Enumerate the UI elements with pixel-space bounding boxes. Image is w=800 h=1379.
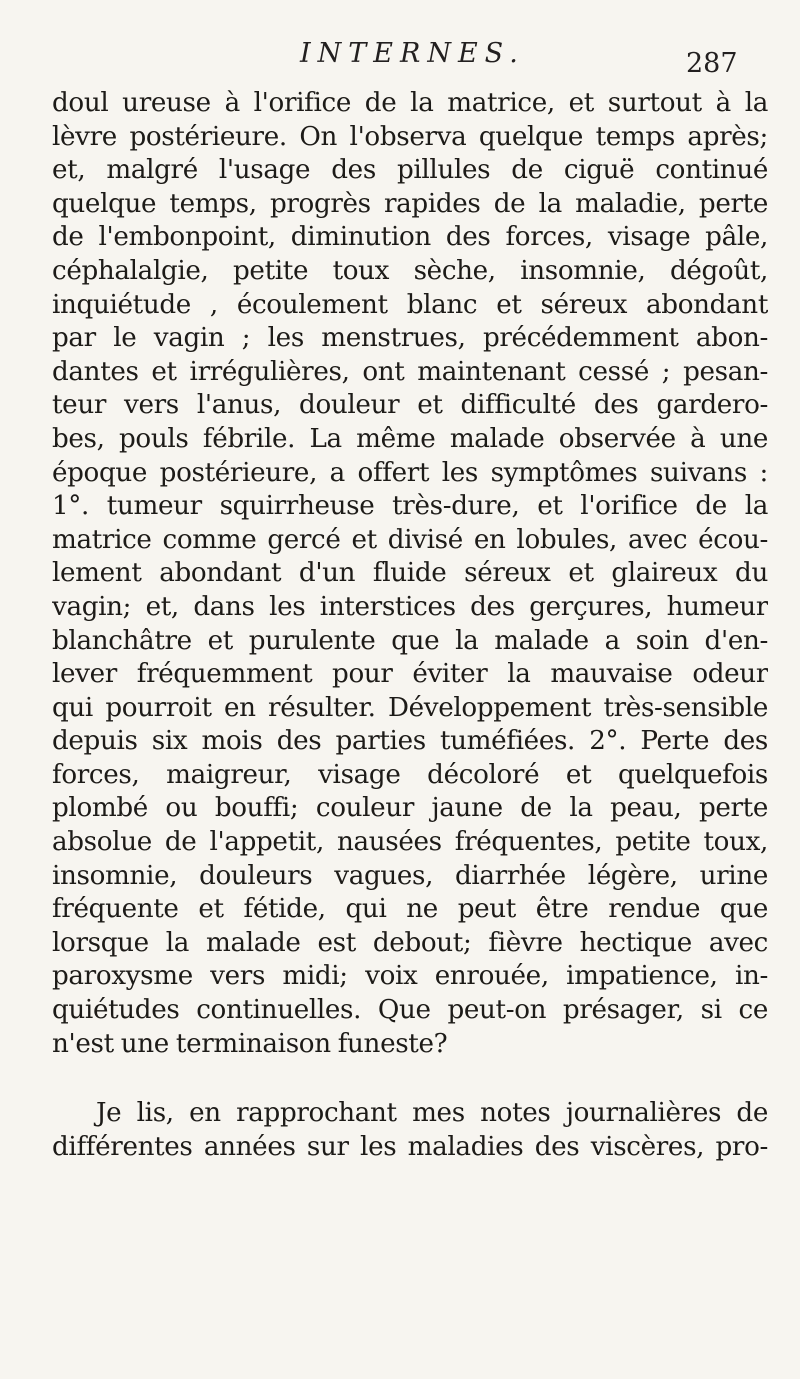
text-line: matrice comme gercé et divisé en lobules, avec écou- [52,524,768,555]
text-line: doul ureuse à l'orifice de la matrice, et surtout à la [52,88,768,118]
text-line: dantes et irrégulières, ont maintenant cessé ; pesan- [52,356,768,387]
text-line: de l'embonpoint, diminution des forces, visage pâle, [52,222,768,253]
text-line: teur vers l'anus, douleur et difficulté des gardero- [52,390,768,421]
text-line: quiétudes continuelles. Que peut-on présager, si ce [52,995,768,1026]
text-line: insomnie, douleurs vagues, diarrhée légère, urine [52,860,768,891]
text-line: et, malgré l'usage des pillules de ciguë continué [52,155,768,186]
paragraph-2 [52,1097,768,1164]
text-line: n'est une terminaison funeste? [52,1028,448,1059]
text-line: lorsque la malade est debout; fièvre hectique avec [52,927,768,958]
body-text [52,87,768,1164]
text-line: plombé ou bouffi; couleur jaune de la peau, perte [52,793,768,824]
text-line: absolue de l'appetit, nausées fréquentes, petite toux, [52,827,768,858]
text-line: bes, pouls fébrile. La même malade observée à une [52,423,768,454]
paragraph-gap [52,1061,768,1097]
text-line: paroxysme vers midi; voix enrouée, impatience, in- [52,961,768,992]
text-line: depuis six mois des parties tuméfiées. 2°. Perte des [52,726,768,757]
running-head [0,38,800,88]
text-line: qui pourroit en résulter. Développement très-sensible [52,692,768,723]
paragraph-1 [52,87,768,1061]
text-line: céphalalgie, petite toux sèche, insomnie, dégoût, [52,255,768,286]
text-line: par le vagin ; les menstrues, précédemment abon- [52,323,768,354]
text-line: forces, maigreur, visage décoloré et quelquefois [52,759,768,790]
text-line: quelque temps, progrès rapides de la maladie, perte [52,188,768,219]
text-line: inquiétude , écoulement blanc et séreux abondant [52,289,768,320]
text-line: époque postérieure, a offert les symptômes suivans : [52,457,768,488]
page-number: 287 [686,48,738,79]
text-line: lever fréquemment pour éviter la mauvaise odeur [52,659,768,690]
text-line: lèvre postérieure. On l'observa quelque temps après; [52,121,768,152]
text-line: Je lis, en rapprochant mes notes journalières de [96,1098,768,1129]
text-line: 1°. tumeur squirrheuse très-dure, et l'orifice de la [52,491,768,522]
text-line: vagin; et, dans les interstices des gerçures, humeur [52,591,768,622]
text-line: différentes années sur les maladies des viscères, pro- [52,1131,768,1162]
text-line: lement abondant d'un fluide séreux et glaireux du [52,558,768,589]
text-line: fréquente et fétide, qui ne peut être rendue que [52,894,768,925]
running-title: INTERNES. [300,38,525,69]
text-line: blanchâtre et purulente que la malade a soin d'en- [52,625,768,656]
